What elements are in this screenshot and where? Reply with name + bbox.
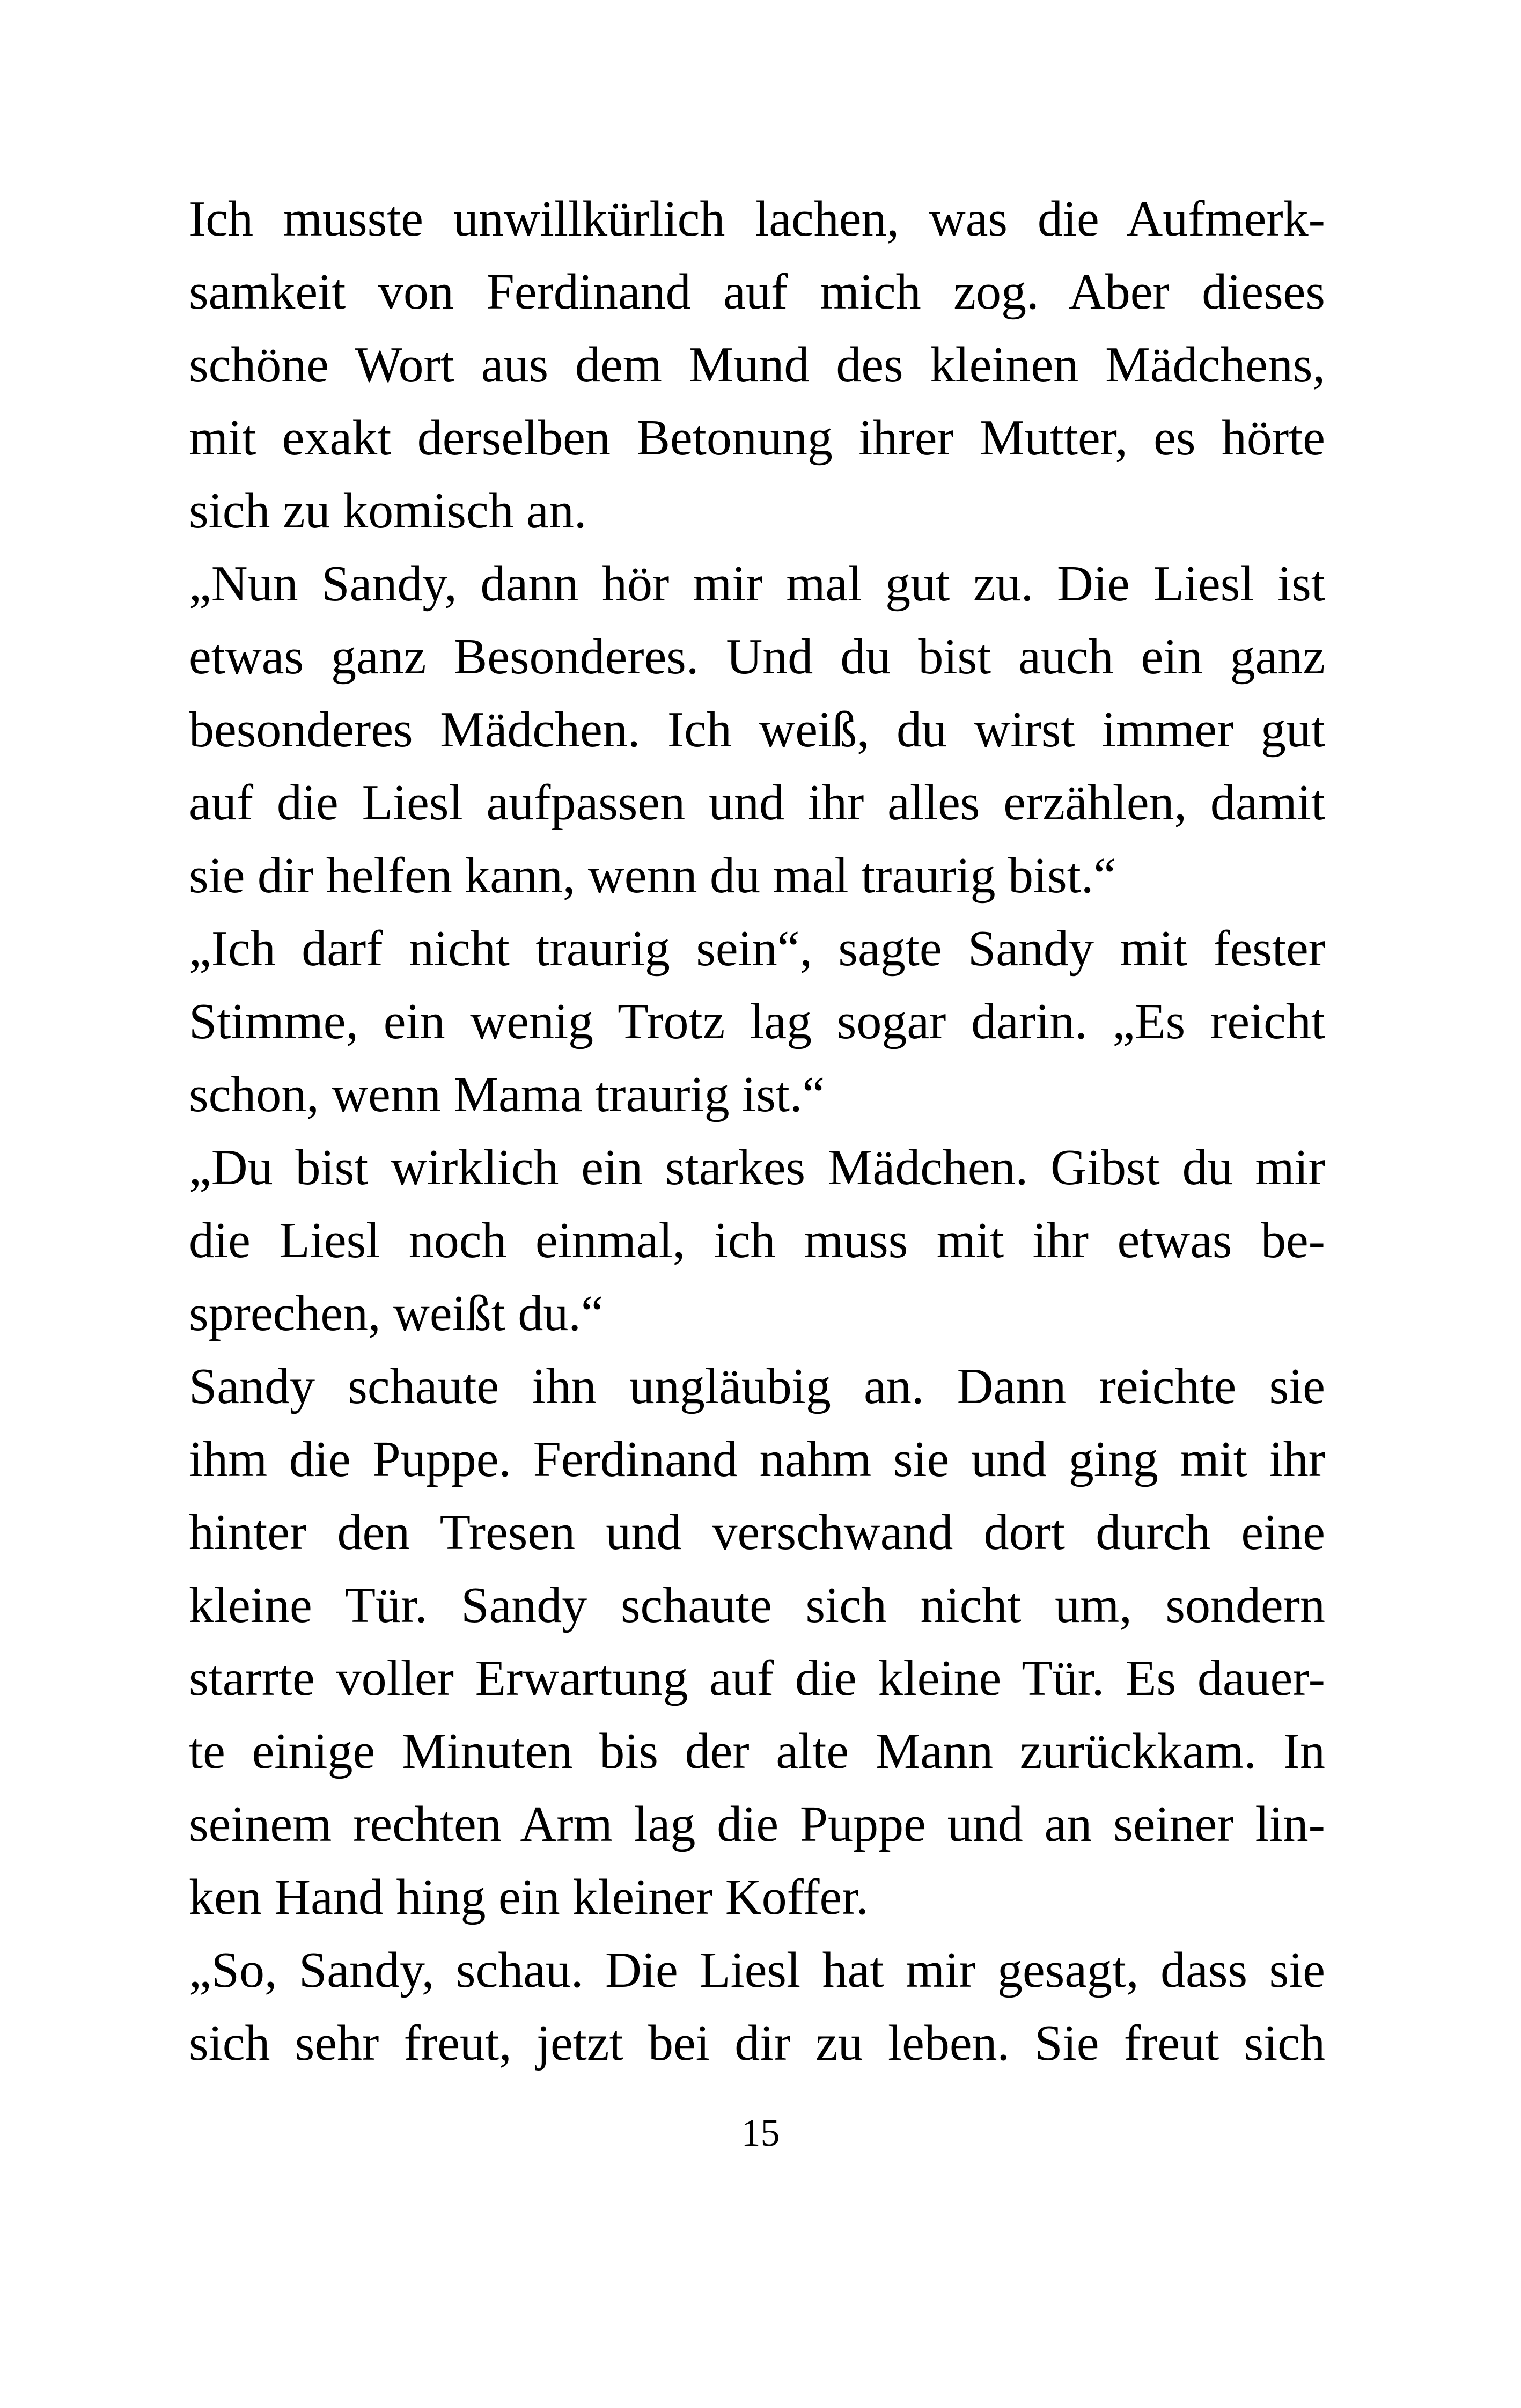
text-line: te einige Minuten bis der alte Mann zurückkam. In (189, 1723, 1325, 1779)
body-text (189, 182, 1325, 2080)
text-line: sprechen, weißt du.“ (189, 1286, 604, 1341)
text-line: „So, Sandy, schau. Die Liesl hat mir gesagt, dass sie (189, 1942, 1325, 1998)
text-line: die Liesl noch einmal, ich muss mit ihr etwas be- (189, 1213, 1325, 1268)
text-line: ihm die Puppe. Ferdinand nahm sie und ging mit ihr (189, 1431, 1325, 1487)
text-line: sie dir helfen kann, wenn du mal traurig bist.“ (189, 848, 1116, 904)
text-line: etwas ganz Besonderes. Und du bist auch ein ganz (189, 629, 1325, 685)
text-line: „Ich darf nicht traurig sein“, sagte Sandy mit fester (189, 921, 1325, 977)
text-line: seinem rechten Arm lag die Puppe und an seiner lin- (189, 1796, 1325, 1852)
text-line: ken Hand hing ein kleiner Koffer. (189, 1869, 869, 1925)
text-line: Sandy schaute ihn ungläubig an. Dann reichte sie (189, 1359, 1325, 1414)
text-line: schöne Wort aus dem Mund des kleinen Mädchens, (189, 337, 1325, 393)
text-line: „Nun Sandy, dann hör mir mal gut zu. Die Liesl ist (189, 556, 1325, 612)
text-line: Stimme, ein wenig Trotz lag sogar darin. „Es reicht (189, 994, 1325, 1049)
text-line: samkeit von Ferdinand auf mich zog. Aber dieses (189, 264, 1325, 320)
page-number: 15 (741, 2111, 780, 2154)
text-line: „Du bist wirklich ein starkes Mädchen. Gibst du mir (189, 1140, 1325, 1195)
text-line: auf die Liesl aufpassen und ihr alles erzählen, damit (189, 775, 1325, 831)
text-line: sich zu komisch an. (189, 483, 587, 539)
text-line: Ich musste unwillkürlich lachen, was die Aufmerk- (189, 191, 1325, 247)
text-line: sich sehr freut, jetzt bei dir zu leben. Sie freut sich (189, 2015, 1325, 2071)
text-line: besonderes Mädchen. Ich weiß, du wirst immer gut (189, 702, 1325, 758)
text-line: kleine Tür. Sandy schaute sich nicht um, sondern (189, 1577, 1325, 1633)
text-line: hinter den Tresen und verschwand dort durch eine (189, 1504, 1325, 1560)
text-line: mit exakt derselben Betonung ihrer Mutter, es hörte (189, 410, 1325, 466)
text-line: schon, wenn Mama traurig ist.“ (189, 1067, 825, 1122)
text-line: starrte voller Erwartung auf die kleine Tür. Es dauer- (189, 1650, 1325, 1706)
